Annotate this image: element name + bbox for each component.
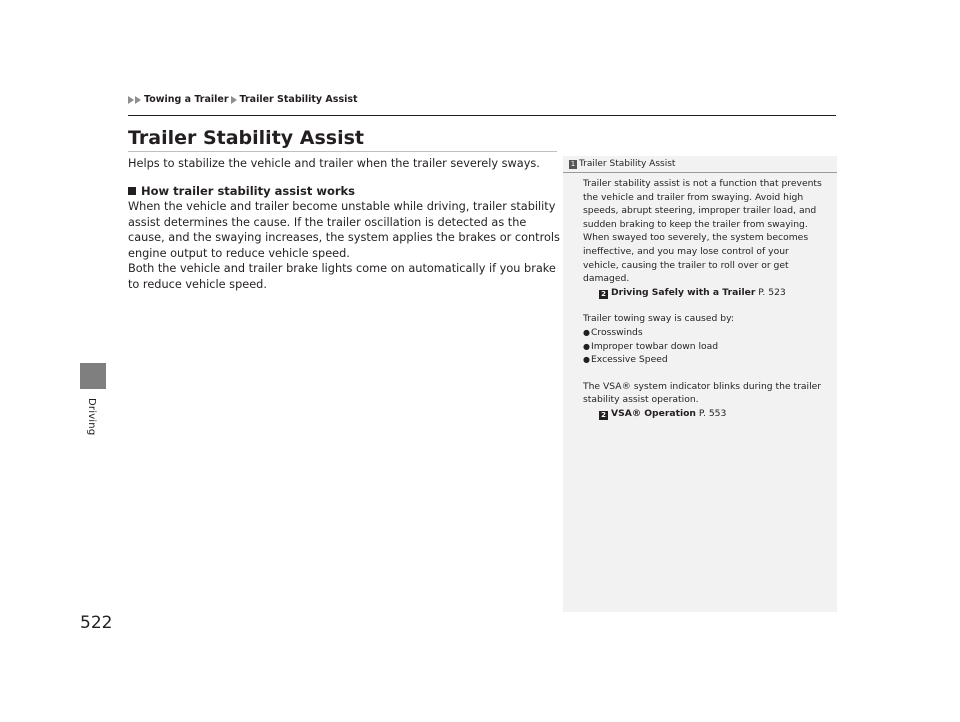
note-sidebar [563,156,837,612]
cross-reference-link[interactable] [583,407,827,421]
arrow-right-icon [128,96,134,104]
note-paragraph: Trailer stability assist is not a function that prevents the vehicle and trailer from swaying. Avoid high speeds, abrupt steering, improper trailer load, and sudden braking to keep the trailer from swaying. When swayed too severely, the system becomes ineffective, and you may lose control of your vehicle, causing the trailer to roll over or get damaged. [583,178,822,285]
section-heading [128,184,560,200]
note-body [563,173,837,421]
page-number: 522 [80,613,113,633]
list-item: ● Improper towbar down load [583,340,827,354]
main-content [128,156,560,292]
square-bullet-icon [128,187,136,195]
reference-arrow-icon: 2 [599,290,608,299]
title-divider [128,151,557,152]
note-header-text: Trailer Stability Assist [579,158,676,169]
note-icon: 1 [570,159,576,168]
chapter-label: Driving [86,398,97,436]
body-paragraph: Both the vehicle and trailer brake lights come on automatically if you brake to reduce vehicle speed. [128,262,556,291]
page-title: Trailer Stability Assist [128,127,364,149]
xref-page: P. 553 [698,407,727,419]
header-divider [128,115,836,116]
cross-reference-link[interactable] [583,286,827,300]
note-header [563,156,837,173]
arrow-right-icon [135,96,141,104]
breadcrumb [128,94,358,105]
section-heading-text: How trailer stability assist works [141,183,356,198]
breadcrumb-current: Trailer Stability Assist [239,94,358,105]
body-paragraph: When the vehicle and trailer become unstable while driving, trailer stability assist determines the cause. If the trailer oscillation is detected as the cause, and the swaying increases, the system applies the brakes or controls engine output to reduce vehicle speed. [128,200,560,260]
note-paragraph: Trailer towing sway is caused by: [583,313,734,325]
breadcrumb-parent[interactable]: Towing a Trailer [144,94,229,105]
note-paragraph: The VSA® system indicator blinks during the trailer stability assist operation. [583,380,822,406]
xref-page: P. 523 [758,286,786,298]
xref-title[interactable]: Driving Safely with a Trailer [611,286,756,298]
reference-arrow-icon: 2 [599,411,608,420]
list-item: ● Excessive Speed [583,353,827,367]
chapter-tab-marker[interactable] [80,363,106,389]
xref-title[interactable]: VSA® Operation [611,407,696,419]
intro-text: Helps to stabilize the vehicle and trailer when the trailer severely sways. [128,157,540,170]
list-item: ● Crosswinds [583,326,827,340]
arrow-right-icon [231,96,237,104]
